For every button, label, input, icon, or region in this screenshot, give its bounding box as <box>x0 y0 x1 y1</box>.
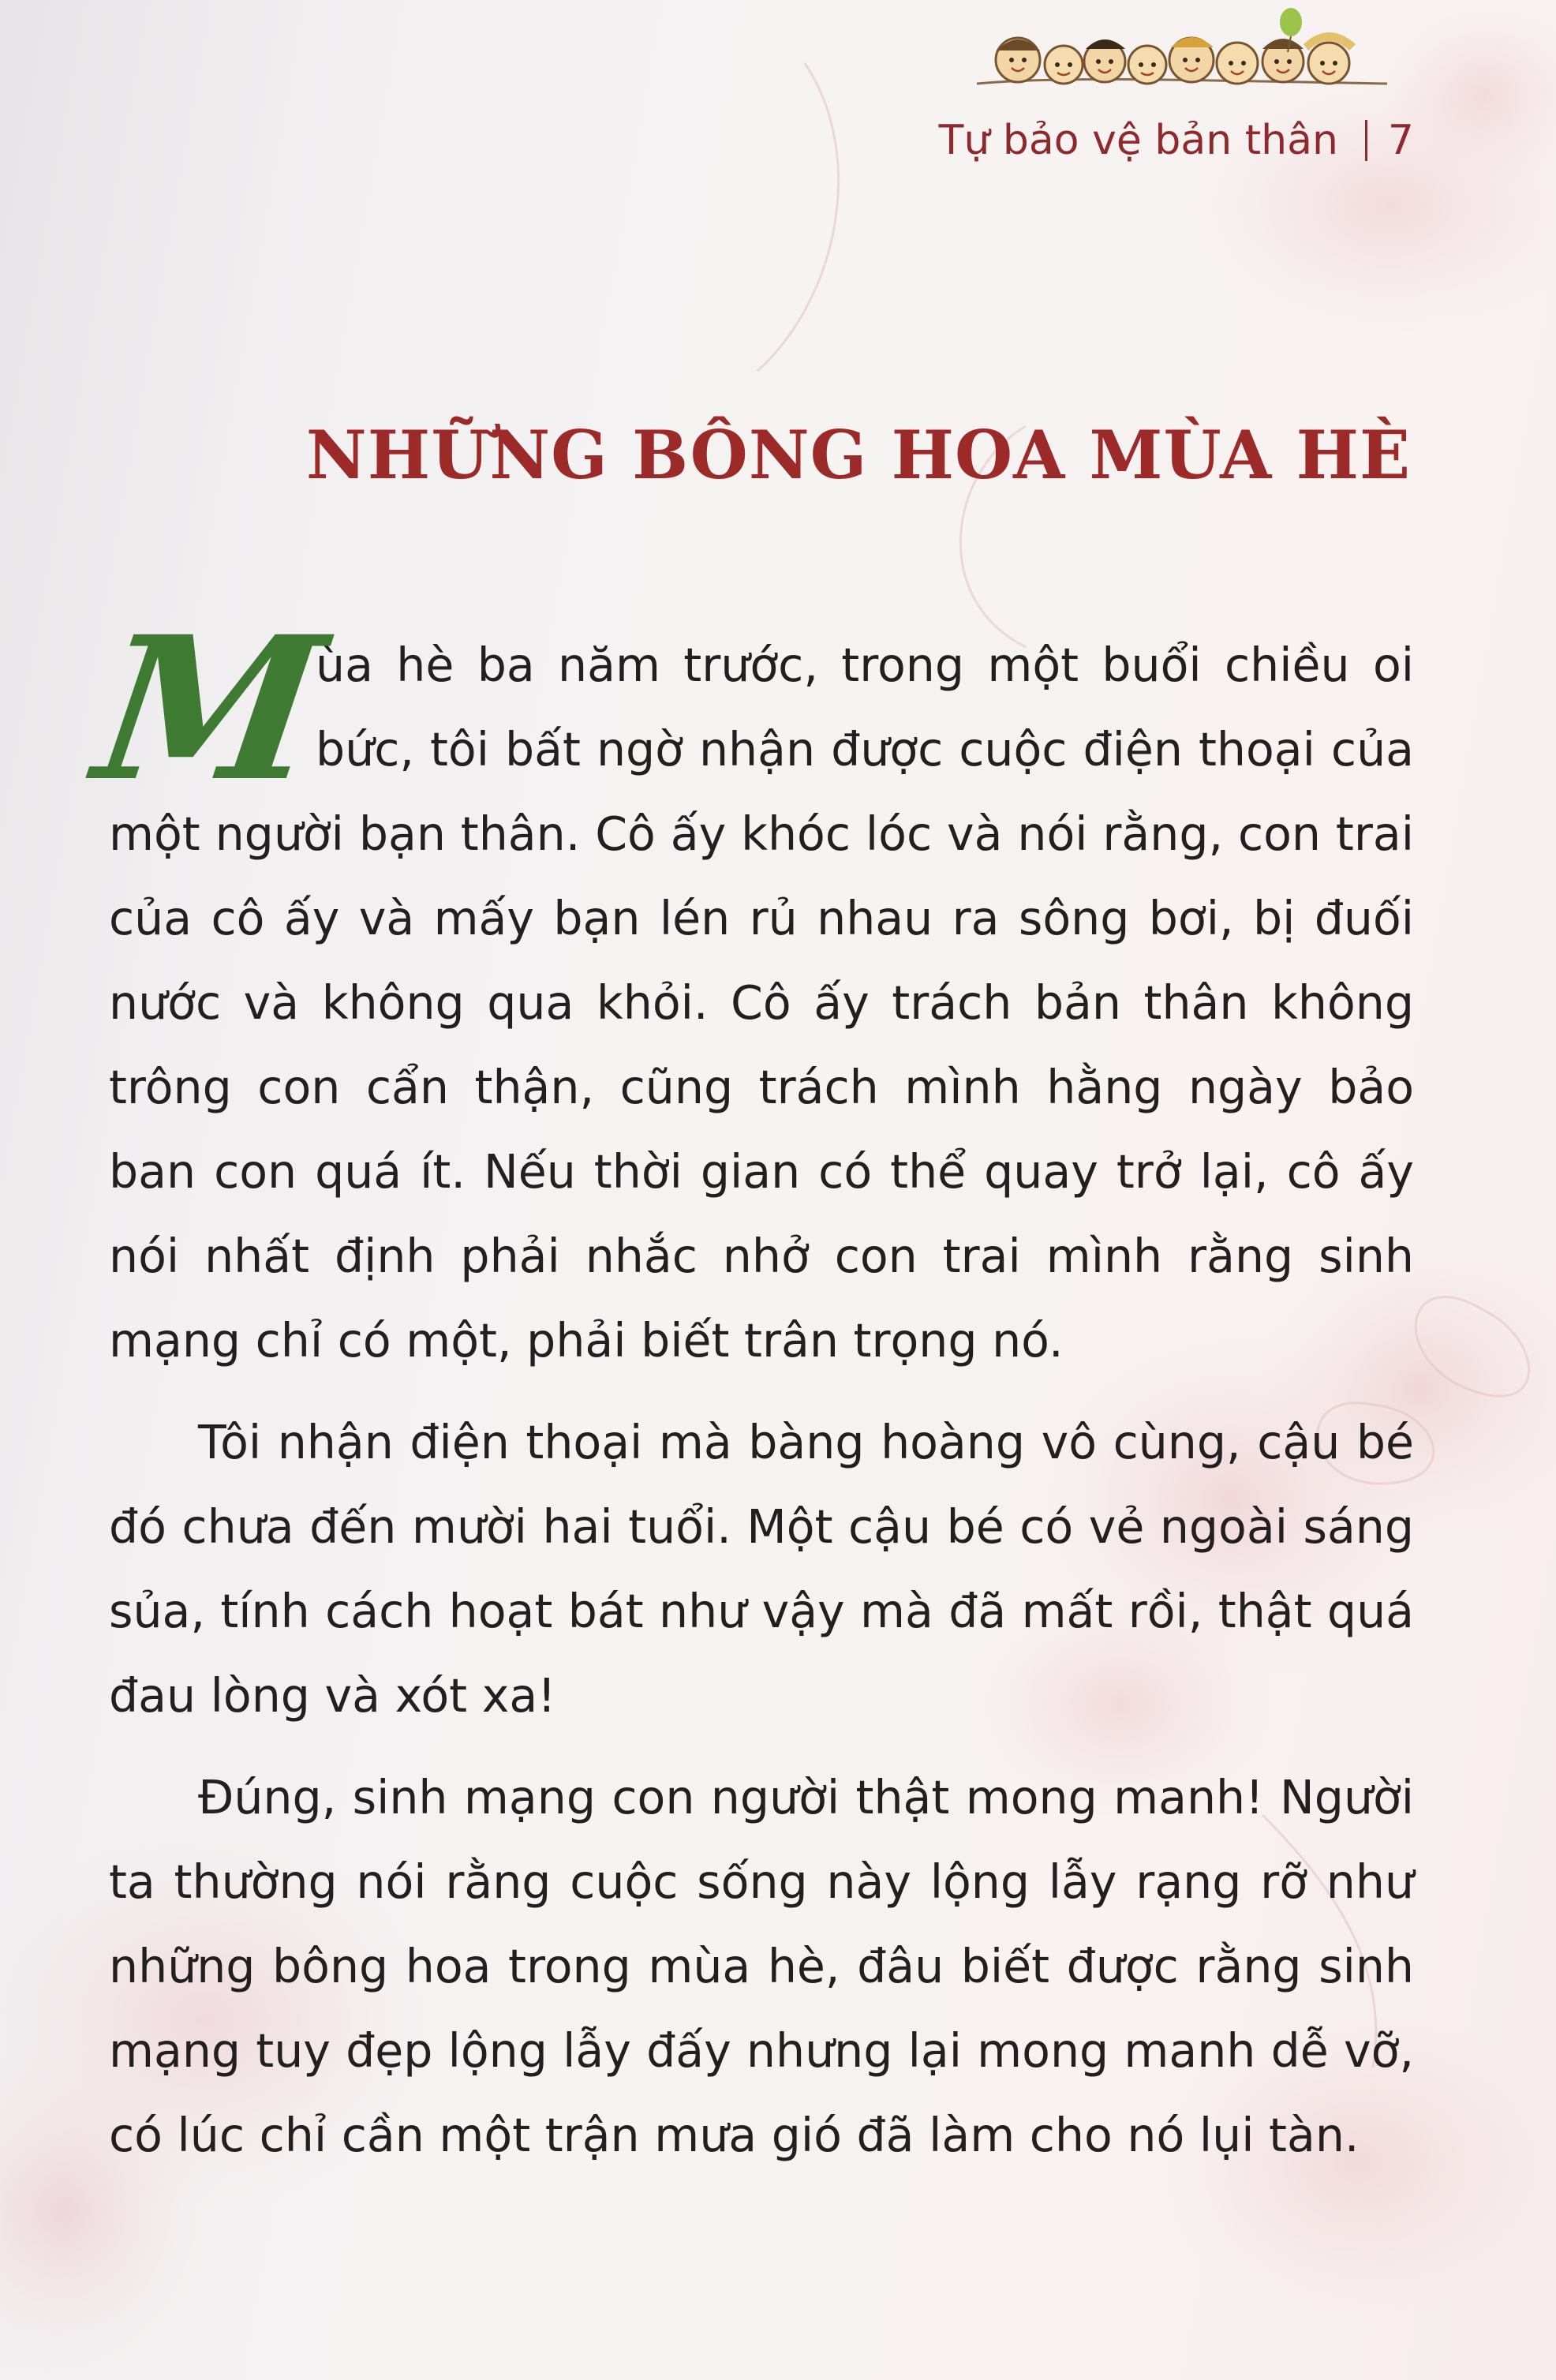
chapter-body <box>84 593 1414 2178</box>
row-of-smiling-children-faces-icon <box>969 5 1395 98</box>
running-header-title: Tự bảo vệ bản thân <box>938 117 1338 164</box>
paragraph-1-text: ùa hè ba năm trước, trong một buổi chiều oi bức, tôi bất ngờ nhận được cuộc điện thoại của một người bạn thân. Cô ấy khóc lóc và nói rằng, con trai của cô ấy và mấy bạn lén rủ nhau ra sông bơi, bị đuối nước và không qua khỏi. Cô ấy trách bản thân không trông con cẩn thận, cũng trách mình hằng ngày bảo ban con quá ít. Nếu thời gian có thể quay trở lại, cô ấy nói nhất định phải nhắc nhở con trai mình rằng sinh mạng chỉ có một, phải biết trân trọng nó. <box>109 638 1414 1368</box>
paragraph-1 <box>84 593 1414 1383</box>
page-number: 7 <box>1387 117 1414 164</box>
header-divider <box>1365 120 1367 161</box>
chapter-title: NHỮNG BÔNG HOA MÙA HÈ <box>305 416 1411 494</box>
running-header <box>939 112 1414 169</box>
drop-cap: M <box>84 593 336 825</box>
paragraph-3: Đúng, sinh mạng con người thật mong manh! Người ta thường nói rằng cuộc sống này lộng lẫy rạng rỡ như những bông hoa trong mùa hè, đâu biết được rằng sinh mạng tuy đẹp lộng lẫy đấy nhưng lại mong manh dễ vỡ, có lúc chỉ cần một trận mưa gió đã làm cho nó lụi tàn. <box>109 1771 1414 2162</box>
paragraph-2: Tôi nhận điện thoại mà bàng hoàng vô cùng, cậu bé đó chưa đến mười hai tuổi. Một cậu bé có vẻ ngoài sáng sủa, tính cách hoạt bát như vậy mà đã mất rồi, thật quá đau lòng và xót xa! <box>109 1416 1414 1723</box>
